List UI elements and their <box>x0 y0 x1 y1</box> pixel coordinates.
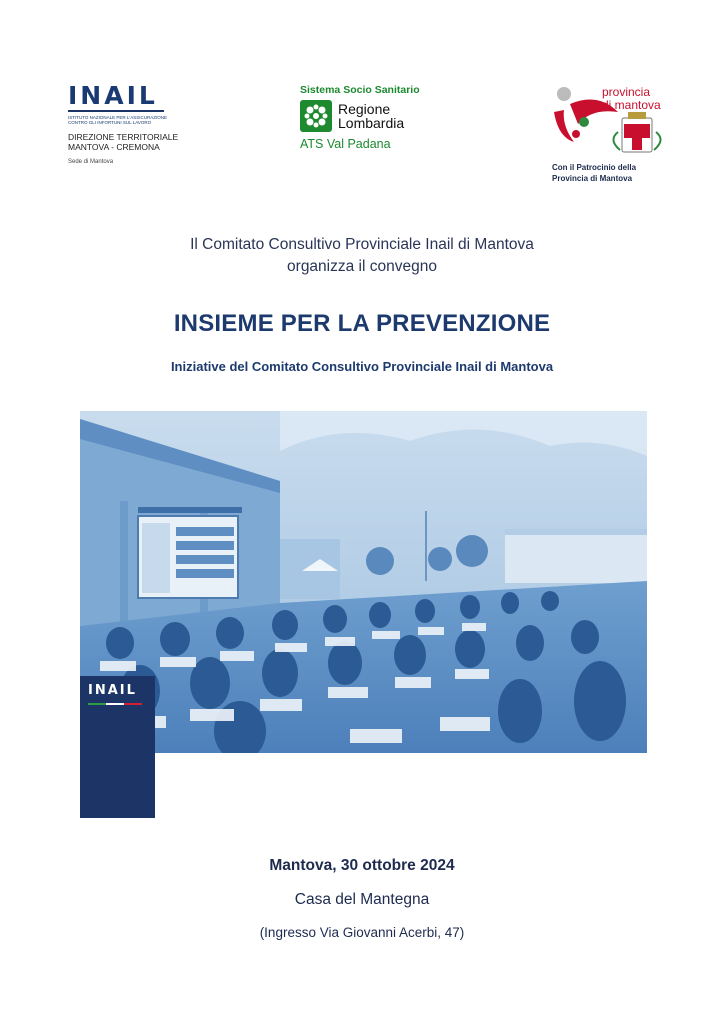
inail-direzione <box>68 132 188 152</box>
provincia-mantova-logo <box>548 82 668 192</box>
patrocinio-line1: Con il Patrocinio della <box>552 163 637 172</box>
italian-flag-stripe <box>68 110 164 112</box>
event-subtitle: Iniziative del Comitato Consultivo Provinciale Inail di Mantova <box>170 359 554 374</box>
patrocinio-line2: Provincia di Mantova <box>552 174 633 183</box>
conference-photo <box>80 411 647 753</box>
inail-sede: Sede di Mantova <box>68 159 114 165</box>
lombardia-name-line1: Regione <box>338 101 391 117</box>
panel-inail-wordmark: INAIL <box>88 683 137 698</box>
provincia-name-line2: di mantova <box>602 98 661 112</box>
inail-wordmark: INAIL <box>68 81 158 110</box>
inail-tagline: ISTITUTO NAZIONALE PER L'ASSICURAZIONE CONTRO GLI INFORTUNI SUL LAVORO <box>68 115 168 125</box>
inail-logo <box>68 81 188 165</box>
event-venue: Casa del Mantegna <box>294 891 430 908</box>
event-address: (Ingresso Via Giovanni Acerbi, 47) <box>259 925 465 940</box>
panel-flag-stripe <box>88 703 142 705</box>
event-place-date: Mantova, 30 ottobre 2024 <box>269 857 455 874</box>
event-title: INSIEME PER LA PREVENZIONE <box>173 310 551 337</box>
audience-scene-image <box>80 411 647 753</box>
lombardia-name-line2: Lombardia <box>338 115 405 131</box>
lombardia-rose-icon <box>300 100 332 132</box>
intro-line-2: organizza il convegno <box>287 258 437 275</box>
ats-val-padana: ATS Val Padana <box>300 137 391 151</box>
provincia-name-line1: provincia <box>602 85 651 99</box>
lombardia-pre: Sistema Socio Sanitario <box>300 84 420 96</box>
regione-lombardia-logo <box>300 84 440 151</box>
inail-direzione-line1: DIREZIONE TERRITORIALE <box>68 132 179 142</box>
provincia-name <box>602 86 661 112</box>
inail-direzione-line2: MANTOVA - CREMONA <box>68 142 160 152</box>
intro-line-1: Il Comitato Consultivo Provinciale Inail di Mantova <box>190 236 534 253</box>
patrocinio-note <box>552 162 636 184</box>
